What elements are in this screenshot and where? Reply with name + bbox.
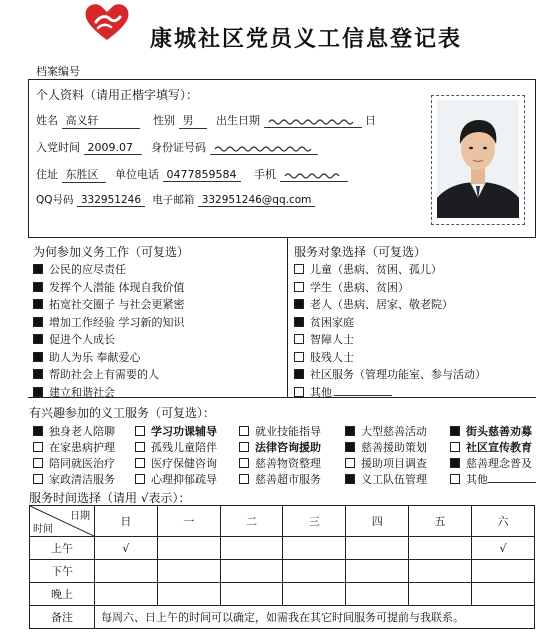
- note-text: 每周六、日上午的时间可以确定，如需我在其它时间服务可提前与我联系。: [95, 606, 535, 629]
- interest-option[interactable]: [239, 439, 321, 455]
- table-row: [30, 537, 535, 560]
- divider: [287, 237, 288, 397]
- join-date-field[interactable]: 2009.07: [84, 141, 142, 155]
- checkbox[interactable]: [450, 426, 460, 436]
- schedule-cell[interactable]: [409, 583, 472, 606]
- checkbox[interactable]: [345, 442, 355, 452]
- interest-label: 其他: [466, 473, 488, 486]
- email-field[interactable]: 332951246@qq.com: [198, 194, 316, 207]
- schedule-cell[interactable]: [283, 583, 346, 606]
- row-label: 下午: [30, 560, 95, 583]
- schedule-cell[interactable]: [95, 560, 158, 583]
- interest-option[interactable]: [33, 439, 115, 455]
- checkbox[interactable]: [33, 282, 43, 292]
- schedule-cell[interactable]: [157, 537, 220, 560]
- checkbox[interactable]: [33, 426, 43, 436]
- schedule-cell[interactable]: √: [95, 537, 158, 560]
- reasons-list: [33, 261, 185, 401]
- id-number-field[interactable]: [210, 141, 318, 155]
- interest-label: 独身老人陪聊: [49, 425, 115, 438]
- interest-option[interactable]: [345, 455, 427, 471]
- address-row: 住址 东胜区 单位电话 0477859584 手机: [36, 166, 348, 183]
- checkbox[interactable]: [294, 334, 304, 344]
- checkbox[interactable]: [345, 474, 355, 484]
- corner-cell: 日期 时间: [30, 506, 95, 537]
- list-item[interactable]: 增加工作经验 学习新的知识: [33, 314, 185, 332]
- interest-option[interactable]: [135, 471, 217, 487]
- schedule-cell[interactable]: [346, 537, 409, 560]
- redacted-scribble: [284, 171, 344, 180]
- divider: [28, 79, 29, 237]
- checkbox[interactable]: [33, 317, 43, 327]
- schedule-cell[interactable]: [346, 560, 409, 583]
- targets-list: [294, 261, 486, 401]
- schedule-cell[interactable]: [471, 583, 534, 606]
- name-field[interactable]: 高义轩: [62, 112, 140, 129]
- schedule-cell[interactable]: [471, 560, 534, 583]
- logo-heart-icon: [84, 2, 130, 42]
- schedule-cell[interactable]: [346, 583, 409, 606]
- row-label: 备注: [30, 606, 95, 629]
- schedule-cell[interactable]: [220, 560, 283, 583]
- interest-label: 慈善援助策划: [361, 441, 427, 454]
- checkbox[interactable]: [33, 442, 43, 452]
- interest-label: 法律咨询援助: [255, 441, 321, 454]
- interest-label: 慈善物资整理: [255, 457, 321, 470]
- list-item[interactable]: 助人为乐 奉献爱心: [33, 349, 185, 367]
- schedule-cell[interactable]: [283, 560, 346, 583]
- mobile-field[interactable]: [280, 168, 348, 182]
- checkbox[interactable]: [239, 442, 249, 452]
- interest-option[interactable]: [345, 471, 427, 487]
- list-item[interactable]: 帮助社会上有需要的人: [33, 366, 185, 384]
- row-label: 上午: [30, 537, 95, 560]
- archive-number-label: 档案编号: [36, 65, 80, 78]
- divider: [28, 79, 536, 80]
- schedule-cell[interactable]: [157, 583, 220, 606]
- interest-label: 援助项目调查: [361, 457, 427, 470]
- interest-option[interactable]: [135, 439, 217, 455]
- name-row: 姓名 高义轩 性别 男 出生日期 日: [36, 114, 376, 127]
- schedule-cell[interactable]: √: [471, 537, 534, 560]
- interest-label: 心理抑郁疏导: [151, 473, 217, 486]
- schedule-cell[interactable]: [409, 560, 472, 583]
- interest-label: 就业技能指导: [255, 425, 321, 438]
- interest-label: 慈善超市服务: [255, 473, 321, 486]
- day-header: 四: [346, 506, 409, 537]
- checkbox[interactable]: [135, 442, 145, 452]
- row-label: 晚上: [30, 583, 95, 606]
- schedule-cell[interactable]: [157, 560, 220, 583]
- checkbox[interactable]: [239, 458, 249, 468]
- list-item[interactable]: 儿童（患病、贫困、孤儿）: [294, 261, 486, 279]
- day-header: 一: [157, 506, 220, 537]
- photo-frame: [431, 95, 525, 225]
- list-item[interactable]: 社区服务（管理功能室、参与活动）: [294, 366, 486, 384]
- table-row: [30, 560, 535, 583]
- checkbox[interactable]: [294, 299, 304, 309]
- list-item[interactable]: 学生（患病、贫困）: [294, 279, 486, 297]
- other-interest-field[interactable]: [488, 482, 536, 483]
- checkbox[interactable]: [239, 426, 249, 436]
- interest-option[interactable]: [33, 455, 115, 471]
- list-item[interactable]: 促进个人成长: [33, 331, 185, 349]
- portrait-photo: [437, 100, 519, 218]
- targets-heading: 服务对象选择（可复选）: [294, 245, 427, 259]
- interest-option[interactable]: [239, 471, 321, 487]
- interest-label: 学习功课辅导: [151, 425, 217, 438]
- checkbox[interactable]: [345, 426, 355, 436]
- checkbox[interactable]: [294, 264, 304, 274]
- schedule-cell[interactable]: [220, 583, 283, 606]
- checkbox[interactable]: [294, 352, 304, 362]
- interest-option[interactable]: [33, 423, 115, 439]
- day-header: 日: [95, 506, 158, 537]
- checkbox[interactable]: [239, 474, 249, 484]
- day-header: 三: [283, 506, 346, 537]
- checkbox[interactable]: [450, 474, 460, 484]
- schedule-heading: 服务时间选择（请用 √表示）：: [29, 491, 191, 505]
- interest-option[interactable]: [135, 455, 217, 471]
- address-field[interactable]: 东胜区: [62, 166, 106, 183]
- table-row: [30, 606, 535, 629]
- join-row: 入党时间 2009.07 身份证号码: [36, 139, 318, 155]
- qq-field[interactable]: 332951246: [77, 194, 145, 207]
- divider: [535, 79, 536, 237]
- list-item[interactable]: 公民的应尽责任: [33, 261, 185, 279]
- personal-heading: 个人资料（请用正楷字填写）：: [36, 88, 199, 102]
- schedule-cell[interactable]: [283, 537, 346, 560]
- interest-option[interactable]: [239, 455, 321, 471]
- checkbox[interactable]: [135, 474, 145, 484]
- checkbox[interactable]: [33, 352, 43, 362]
- interest-option[interactable]: [450, 439, 532, 455]
- interest-option[interactable]: [450, 471, 536, 487]
- checkbox[interactable]: [294, 282, 304, 292]
- checkbox[interactable]: [135, 458, 145, 468]
- interest-option[interactable]: [345, 439, 427, 455]
- interest-label: 家政清洁服务: [49, 473, 115, 486]
- interest-label: 孤残儿童陪伴: [151, 441, 217, 454]
- interest-option[interactable]: [450, 455, 532, 471]
- interest-option[interactable]: [239, 423, 321, 439]
- interest-option[interactable]: [33, 471, 115, 487]
- interest-option[interactable]: [345, 423, 427, 439]
- list-item[interactable]: 建立和谐社会: [33, 384, 185, 402]
- checkbox[interactable]: [33, 474, 43, 484]
- schedule-cell[interactable]: [95, 583, 158, 606]
- divider: [28, 237, 536, 238]
- list-item[interactable]: 老人（患病、居家、敬老院）: [294, 296, 486, 314]
- interest-label: 医疗保健咨询: [151, 457, 217, 470]
- interest-label: 街头慈善劝募: [466, 425, 532, 438]
- checkbox[interactable]: [450, 442, 460, 452]
- redacted-scribble: [214, 144, 314, 153]
- table-header-row: [30, 506, 535, 537]
- list-item[interactable]: 贫困家庭: [294, 314, 486, 332]
- checkbox[interactable]: [294, 317, 304, 327]
- interest-label: 陪同就医治疗: [49, 457, 115, 470]
- interest-label: 大型慈善活动: [361, 425, 427, 438]
- reasons-heading: 为何参加义务工作（可复选）: [33, 245, 190, 259]
- list-item[interactable]: 其他: [294, 384, 486, 402]
- list-item[interactable]: 智障人士: [294, 331, 486, 349]
- birth-date-field[interactable]: [264, 114, 362, 128]
- day-header: 六: [471, 506, 534, 537]
- table-row: [30, 583, 535, 606]
- checkbox[interactable]: [33, 299, 43, 309]
- interest-label: 在家患病护理: [49, 441, 115, 454]
- checkbox[interactable]: [450, 458, 460, 468]
- work-phone-field[interactable]: 0477859584: [163, 168, 241, 182]
- redacted-scribble: [268, 117, 354, 126]
- checkbox[interactable]: [135, 426, 145, 436]
- checkbox[interactable]: [33, 334, 43, 344]
- interest-option[interactable]: [135, 423, 217, 439]
- interest-option[interactable]: [450, 423, 532, 439]
- page-title: 康城社区党员义工信息登记表: [150, 27, 463, 52]
- list-item[interactable]: 肢残人士: [294, 349, 486, 367]
- checkbox[interactable]: [33, 387, 43, 397]
- interests-heading: 有兴趣参加的义工服务（可复选）：: [29, 406, 216, 420]
- contact-row: QQ号码 332951246 电子邮箱 332951246@qq.com: [36, 192, 315, 207]
- day-header: 五: [409, 506, 472, 537]
- schedule-cell[interactable]: [409, 537, 472, 560]
- interest-label: 义工队伍管理: [361, 473, 427, 486]
- list-item[interactable]: 发挥个人潜能 体现自我价值: [33, 279, 185, 297]
- checkbox[interactable]: [294, 369, 304, 379]
- checkbox[interactable]: [33, 264, 43, 274]
- checkbox[interactable]: [345, 458, 355, 468]
- other-target-field[interactable]: [334, 395, 392, 396]
- interest-label: 慈善理念普及: [466, 457, 532, 470]
- schedule-cell[interactable]: [220, 537, 283, 560]
- interest-label: 社区宣传教育: [466, 441, 532, 454]
- checkbox[interactable]: [33, 458, 43, 468]
- gender-field[interactable]: 男: [179, 112, 207, 129]
- list-item[interactable]: 拓宽社交圈子 与社会更紧密: [33, 296, 185, 314]
- checkbox[interactable]: [294, 387, 304, 397]
- schedule-table: [29, 505, 535, 629]
- checkbox[interactable]: [33, 369, 43, 379]
- day-header: 二: [220, 506, 283, 537]
